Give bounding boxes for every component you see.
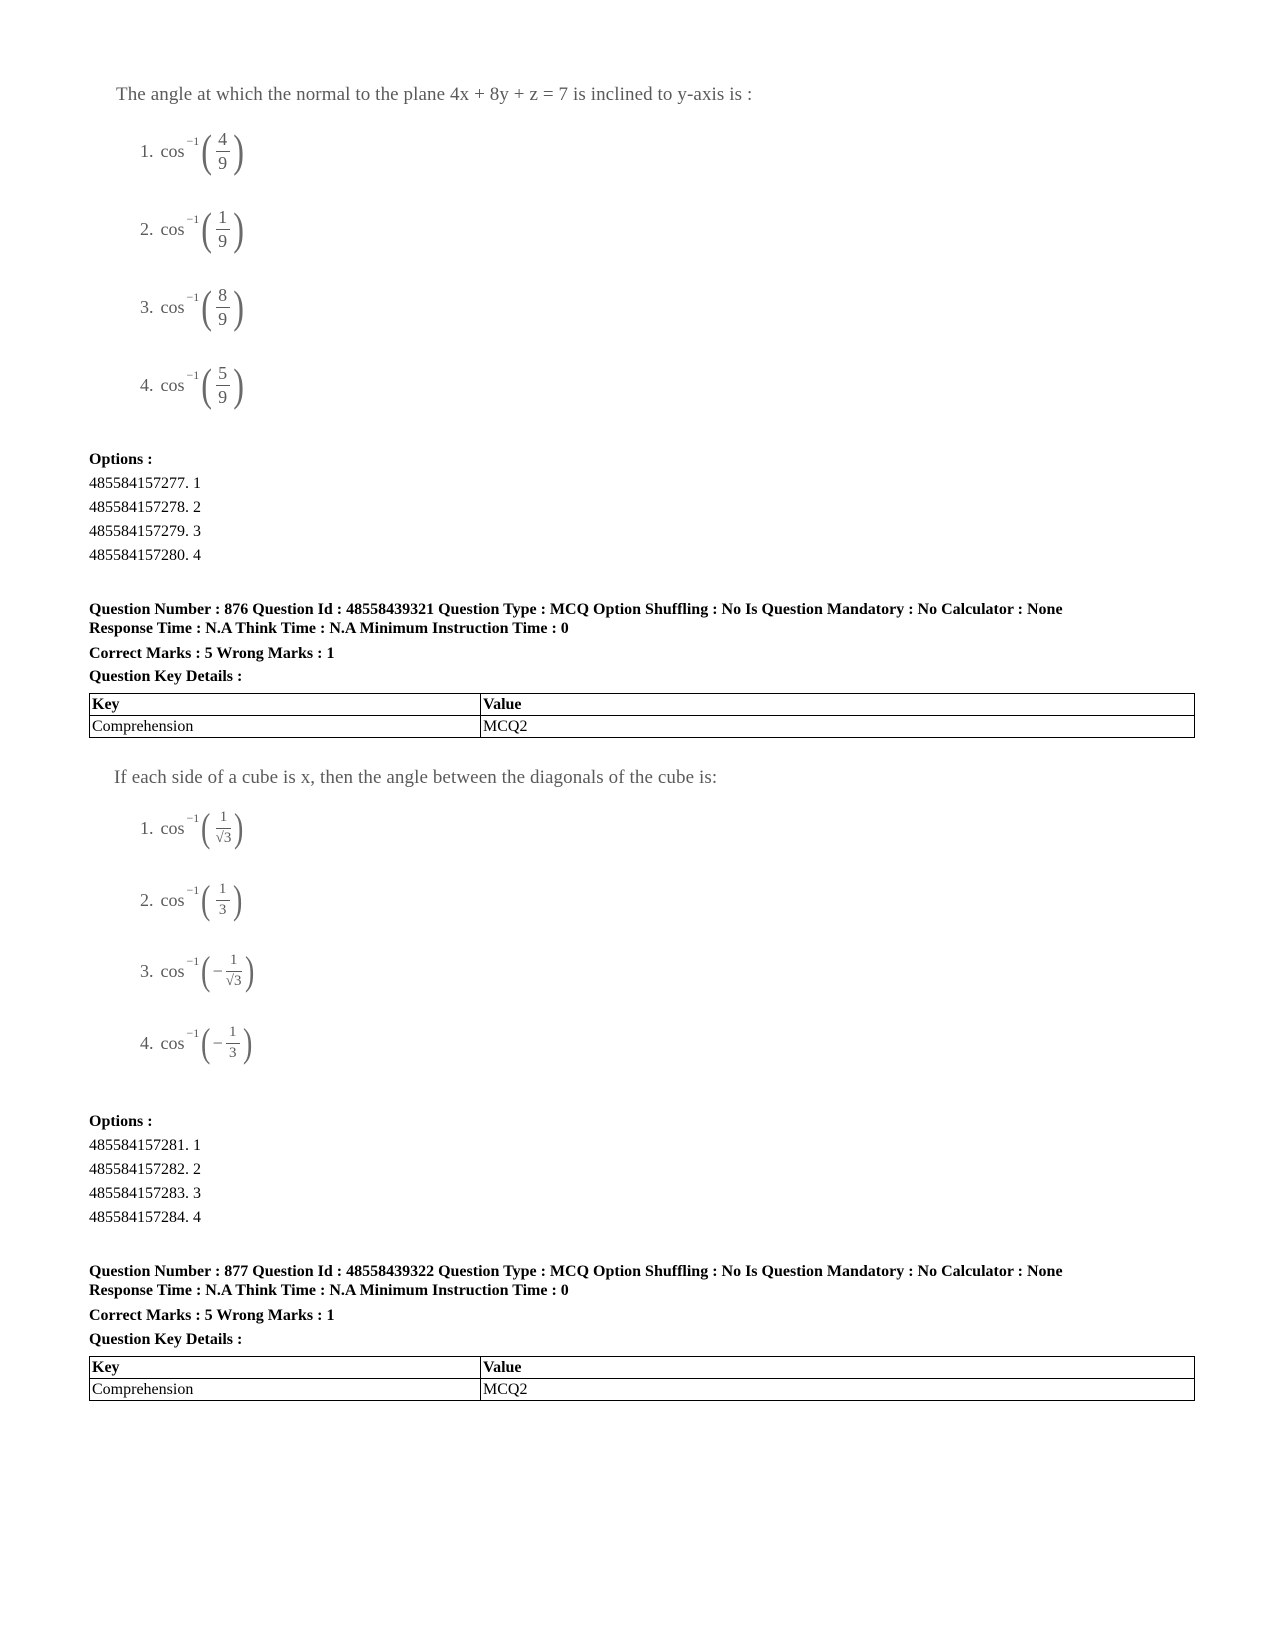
table-header-value: Value <box>481 1357 1195 1379</box>
q876-header-line1: Question Number : 876 Question Id : 48558439321 Question Type : MCQ Option Shuffling : No Is Question Mandatory : No Calculator : None <box>89 601 1063 618</box>
inverse-exponent: −1 <box>186 953 200 968</box>
numerator: 1 <box>229 951 238 968</box>
denominator: √3 <box>215 829 232 846</box>
choice-number: 1. <box>140 817 154 838</box>
cos-function: cos <box>160 140 185 161</box>
cos-function: cos <box>160 374 185 395</box>
choice-number: 4. <box>140 374 154 395</box>
q877-key-table <box>89 1356 1195 1401</box>
denominator: 9 <box>218 386 228 407</box>
fraction-group: ( − $\frac{1}{3}$ ) <box>201 1020 253 1065</box>
cos-function: cos <box>160 296 185 317</box>
numerator: 1 <box>229 1023 237 1040</box>
choice-number: 3. <box>140 296 154 317</box>
q877-marks: Correct Marks : 5 Wrong Marks : 1 <box>89 1307 335 1324</box>
table-cell-key: Comprehension <box>90 716 481 738</box>
denominator: 3 <box>218 901 227 918</box>
table-cell-value: MCQ2 <box>481 1379 1195 1401</box>
q876-options-label: Options : <box>89 1113 153 1130</box>
cos-function: cos <box>160 1032 185 1053</box>
inverse-exponent: −1 <box>186 882 200 897</box>
question-875-text: The angle at which the normal to the plane 4x + 8y + z = 7 is inclined to y-axis is : <box>116 84 753 105</box>
choice-number: 1. <box>140 140 154 161</box>
fraction-group: ( $\frac{5}{9}$ ) <box>201 359 244 410</box>
q875-option-1: 485584157277. 1 <box>89 475 201 492</box>
question-876-text: If each side of a cube is x, then the angle between the diagonals of the cube is: <box>114 767 718 788</box>
inverse-exponent: −1 <box>186 211 200 226</box>
fraction-group: ( $\frac{1}{3}$ ) <box>201 877 242 922</box>
q876-option-1: 485584157281. 1 <box>89 1137 201 1154</box>
fraction-group: ( $\frac{8}{9}$ ) <box>201 281 244 332</box>
numerator: 1 <box>218 880 227 897</box>
fraction-group: ( $\frac{1}{9}$ ) <box>201 203 244 254</box>
denominator: 9 <box>218 230 228 251</box>
inverse-exponent: −1 <box>186 133 200 148</box>
table-cell-key: Comprehension <box>90 1379 481 1401</box>
q875-choice-3 <box>140 281 246 332</box>
q876-key-details-label: Question Key Details : <box>89 668 243 685</box>
fraction <box>226 953 242 990</box>
inverse-exponent: −1 <box>186 367 200 382</box>
q877-header-line1: Question Number : 877 Question Id : 48558439322 Question Type : MCQ Option Shuffling : No Is Question Mandatory : No Calculator : None <box>89 1263 1063 1280</box>
q876-header-line2: Response Time : N.A Think Time : N.A Minimum Instruction Time : 0 <box>89 620 569 637</box>
q875-option-3: 485584157279. 3 <box>89 523 201 540</box>
choice-number: 2. <box>140 218 154 239</box>
denominator: 3 <box>229 1044 237 1061</box>
cos-function: cos <box>160 218 185 239</box>
choice-number: 4. <box>140 1032 154 1053</box>
q876-choice-3 <box>140 948 256 993</box>
q875-choice-4 <box>140 359 246 410</box>
q875-choice-2 <box>140 203 246 254</box>
q875-choice-1 <box>140 125 246 176</box>
numerator: 4 <box>218 128 228 149</box>
q877-header-line2: Response Time : N.A Think Time : N.A Minimum Instruction Time : 0 <box>89 1282 569 1299</box>
q876-option-2: 485584157282. 2 <box>89 1161 201 1178</box>
q876-choice-4 <box>140 1020 254 1065</box>
numerator: 5 <box>218 362 228 383</box>
fraction <box>216 882 230 919</box>
denominator: 9 <box>218 308 228 329</box>
table-header-row <box>90 694 1195 716</box>
q876-choice-1 <box>140 805 246 850</box>
q876-option-4: 485584157284. 4 <box>89 1209 201 1226</box>
denominator: 9 <box>218 152 228 173</box>
table-header-row <box>90 1357 1195 1379</box>
cos-function: cos <box>160 817 185 838</box>
choice-number: 3. <box>140 960 154 981</box>
numerator: 1 <box>218 206 228 227</box>
numerator: 1 <box>219 808 228 825</box>
inverse-exponent: −1 <box>186 289 200 304</box>
q875-option-4: 485584157280. 4 <box>89 547 201 564</box>
minus-sign: − <box>212 960 223 981</box>
table-header-key: Key <box>90 1357 481 1379</box>
q875-option-2: 485584157278. 2 <box>89 499 201 516</box>
q876-option-3: 485584157283. 3 <box>89 1185 201 1202</box>
denominator: √3 <box>225 972 242 989</box>
fraction <box>226 1025 240 1062</box>
q876-key-table <box>89 693 1195 738</box>
fraction-group: ( $\frac{4}{9}$ ) <box>201 125 244 176</box>
q877-key-details-label: Question Key Details : <box>89 1331 243 1348</box>
q876-marks: Correct Marks : 5 Wrong Marks : 1 <box>89 645 335 662</box>
fraction-group: ( $\frac{1}{√3}$ ) <box>201 805 244 850</box>
table-row <box>90 716 1195 738</box>
minus-sign: − <box>212 1032 223 1053</box>
q875-options-label: Options : <box>89 451 153 468</box>
fraction <box>216 208 230 251</box>
inverse-exponent: −1 <box>186 810 200 825</box>
inverse-exponent: −1 <box>186 1025 200 1040</box>
fraction <box>216 364 230 407</box>
choice-number: 2. <box>140 889 154 910</box>
numerator: 8 <box>218 284 228 305</box>
table-cell-value: MCQ2 <box>481 716 1195 738</box>
fraction-group: ( − $\frac{1}{√3}$ ) <box>201 948 254 993</box>
fraction <box>216 286 230 329</box>
cos-function: cos <box>160 960 185 981</box>
fraction <box>216 130 230 173</box>
table-row <box>90 1379 1195 1401</box>
table-header-key: Key <box>90 694 481 716</box>
table-header-value: Value <box>481 694 1195 716</box>
cos-function: cos <box>160 889 185 910</box>
fraction <box>216 810 232 847</box>
q876-choice-2 <box>140 877 244 922</box>
